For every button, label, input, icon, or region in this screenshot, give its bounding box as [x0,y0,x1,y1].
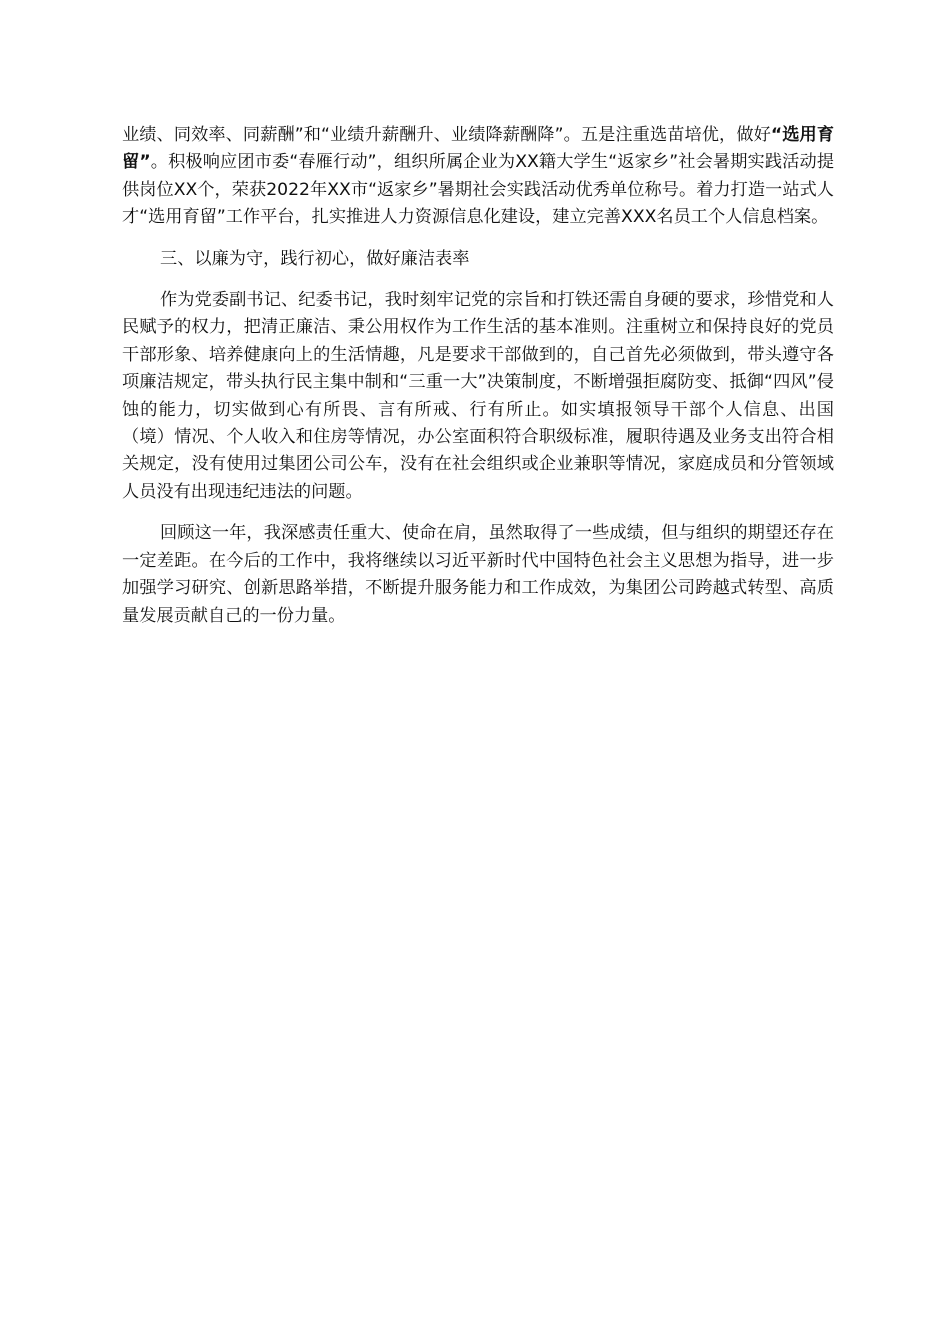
paragraph-integrity: 作为党委副书记、纪委书记，我时刻牢记党的宗旨和打铁还需自身硬的要求，珍惜党和人民赋予的权力，把清正廉洁、秉公用权作为工作生活的基本准则。注重树立和保持良好的党员干部形象、培养健康向上的生活情趣，凡是要求干部做到的，自己首先必须做到，带头遵守各项廉洁规定，带头执行民主集中制和“三重一大”决策制度，不断增强拒腐防变、抵御“四风”侵蚀的能力，切实做到心有所畏、言有所戒、行有所止。如实填报领导干部个人信息、出国（境）情况、个人收入和住房等情况，办公室面积符合职级标准，履职待遇及业务支出符合相关规定，没有使用过集团公司公车，没有在社会组织或企业兼职等情况，家庭成员和分管领域人员没有出现违纪违法的问题。 [122,290,834,502]
section-heading-3: 三、以廉为守，践行初心，做好廉洁表率 [160,248,470,269]
paragraph-text: 业绩、同效率、同薪酬”和“业绩升薪酬升、业绩降薪酬降”。五是注重选苗培优，做好 [122,125,771,145]
document-body [122,122,834,630]
bold-phrase: “选用育留” [122,125,835,173]
paragraph-talent-selection [122,122,834,232]
paragraph-text: 。积极响应团市委“春雁行动”，组织所属企业为XX籍大学生“返家乡”社会暑期实践活动提供岗位XX个，荣获2022年XX市“返家乡”暑期社会实践活动优秀单位称号。着力打造一站式人才“选用育留”工作平台，扎实推进人力资源信息化建设，建立完善XXX名员工个人信息档案。 [122,152,835,228]
paragraph-conclusion: 回顾这一年，我深感责任重大、使命在肩，虽然取得了一些成绩，但与组织的期望还存在一定差距。在今后的工作中，我将继续以习近平新时代中国特色社会主义思想为指导，进一步加强学习研究、创新思路举措，不断提升服务能力和工作成效，为集团公司跨越式转型、高质量发展贡献自己的一份力量。 [122,523,834,626]
